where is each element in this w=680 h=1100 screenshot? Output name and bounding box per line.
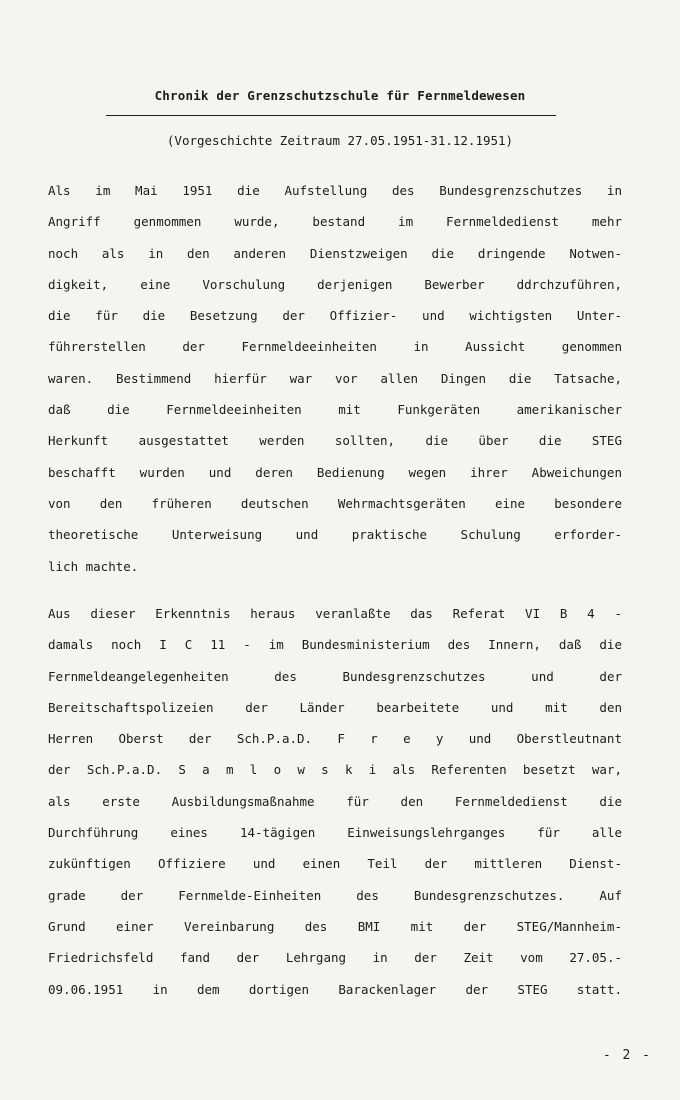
- text-line: als erste Ausbildungsmaßnahme für den Fernmeldedienst die: [48, 793, 622, 809]
- text-line: lich machte.: [48, 558, 139, 574]
- text-line: beschafft wurden und deren Bedienung wegen ihrer Abweichungen: [48, 464, 622, 480]
- text-line: Aus dieser Erkenntnis heraus veranlaßte das Referat VI B 4 -: [48, 606, 622, 621]
- text-line: zukünftigen Offiziere und einen Teil der mittleren Dienst-: [48, 856, 622, 872]
- text-line: führerstellen der Fernmeldeeinheiten in Aussicht genommen: [48, 339, 622, 355]
- text-line: Grund einer Vereinbarung des BMI mit der STEG/Mannheim-: [48, 918, 622, 934]
- text-line: Angriff genmommen wurde, bestand im Fernmeldedienst mehr: [48, 214, 622, 230]
- text-line: damals noch I C 11 - im Bundesministerium des Innern, daß die: [48, 637, 622, 653]
- text-line: Als im Mai 1951 die Aufstellung des Bundesgrenzschutzes in: [48, 183, 622, 198]
- text-line: noch als in den anderen Dienstzweigen die dringende Notwen-: [48, 245, 622, 261]
- document-title: Chronik der Grenzschutzschule für Fernmeldewesen: [154, 88, 526, 103]
- paragraph-2: [48, 603, 622, 1010]
- text-line: Fernmeldeangelegenheiten des Bundesgrenzschutzes und der: [48, 668, 622, 684]
- text-line: 09.06.1951 in dem dortigen Barackenlager der STEG statt.: [48, 981, 622, 997]
- text-line: waren. Bestimmend hierfür war vor allen Dingen die Tatsache,: [48, 370, 622, 386]
- text-line: von den früheren deutschen Wehrmachtsgeräten eine besondere: [48, 495, 622, 511]
- text-line: Friedrichsfeld fand der Lehrgang in der Zeit vom 27.05.-: [48, 950, 622, 966]
- paragraph-1: [48, 180, 622, 587]
- text-line: die für die Besetzung der Offizier- und wichtigsten Unter-: [48, 308, 622, 324]
- text-line: Herren Oberst der Sch.P.a.D. F r e y und Oberstleutnant: [48, 731, 622, 747]
- text-line: Bereitschaftspolizeien der Länder bearbeitete und mit den: [48, 699, 622, 715]
- text-line: Herkunft ausgestattet werden sollten, die über die STEG: [48, 433, 622, 449]
- text-line: digkeit, eine Vorschulung derjenigen Bewerber ddrchzuführen,: [48, 276, 622, 292]
- page-number: - 2 -: [602, 1048, 652, 1063]
- title-underline: [106, 115, 556, 116]
- text-line: daß die Fernmeldeeinheiten mit Funkgeräten amerikanischer: [48, 402, 622, 418]
- text-line: theoretische Unterweisung und praktische Schulung erforder-: [48, 527, 622, 543]
- document-subtitle: (Vorgeschichte Zeitraum 27.05.1951-31.12.1951): [166, 133, 514, 148]
- text-line: grade der Fernmelde-Einheiten des Bundesgrenzschutzes. Auf: [48, 887, 622, 903]
- text-line: der Sch.P.a.D. S a m l o w s k i als Referenten besetzt war,: [48, 762, 622, 778]
- text-line: Durchführung eines 14-tägigen Einweisungslehrganges für alle: [48, 825, 622, 841]
